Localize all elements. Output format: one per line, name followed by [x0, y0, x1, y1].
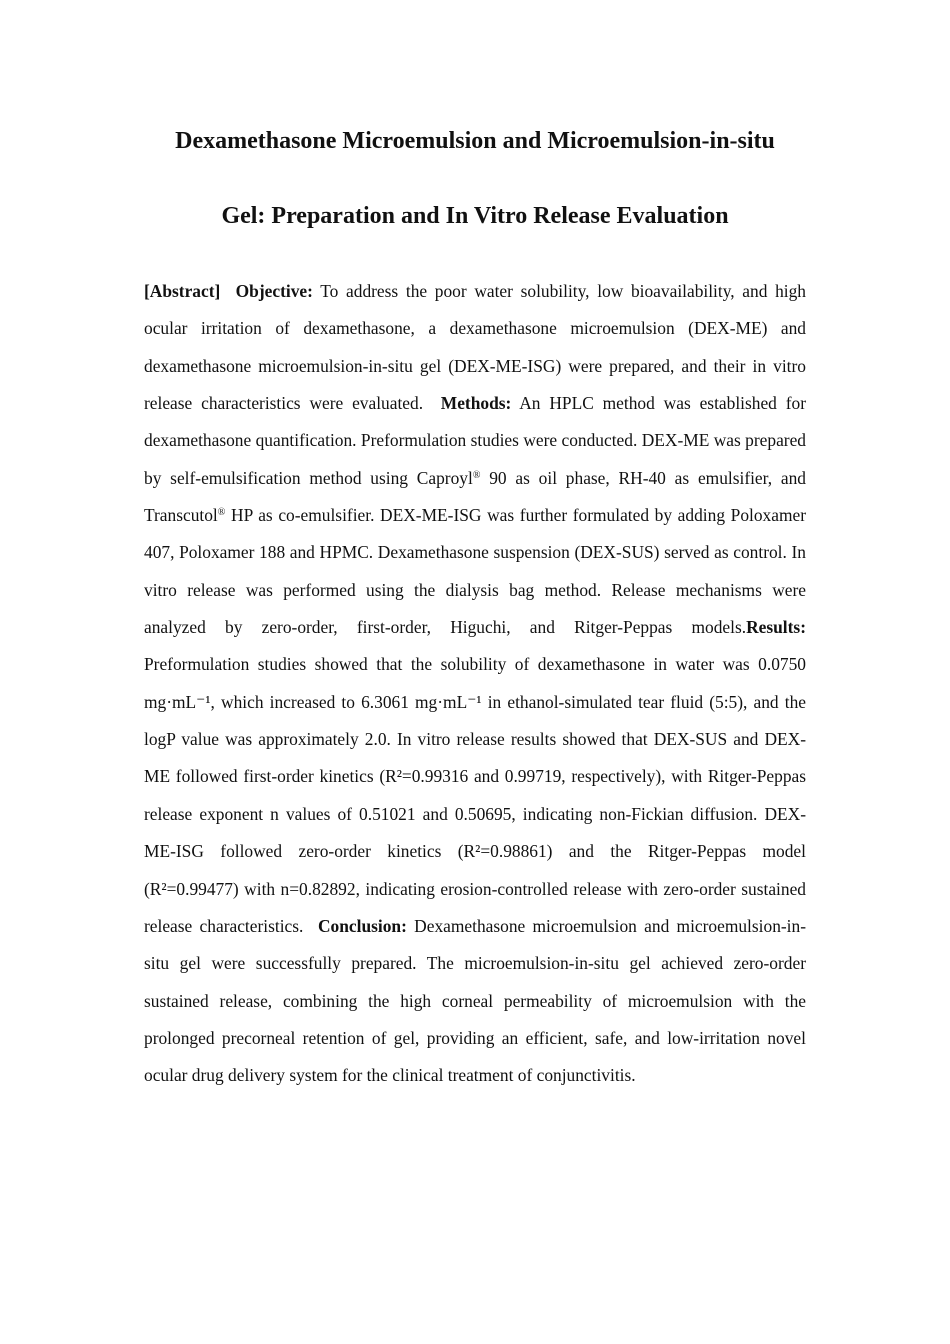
- methods-text-part-1: An HPLC method was established for dexamethasone quantification. Preformulation studies were conducted. DEX-ME was prepared by self-emulsification method using Caproyl: [144, 393, 806, 488]
- registered-trademark-mark: ®: [472, 469, 481, 481]
- methods-label: Methods:: [440, 393, 512, 414]
- results-label: Results:: [746, 617, 806, 638]
- abstract-tag: [Abstract]: [144, 281, 221, 301]
- paper-title-line-1: Dexamethasone Microemulsion and Microemulsion-in-situ: [175, 128, 775, 154]
- methods-text-part-2: 90 as oil phase, RH-40 as emulsifier, and Transcutol: [144, 467, 806, 526]
- conclusion-label: Conclusion:: [317, 915, 407, 936]
- conclusion-text: Dexamethasone microemulsion and microemulsion-in-situ gel were successfully prepared. The microemulsion-in-situ gel achieved zero-order sustained release, combining the high corneal permeability of microemulsion with the prolonged precorneal retention of gel, providing an efficient, safe, and low-irritation novel ocular drug delivery system for the clinical treatment of conjunctivitis.: [144, 915, 806, 1086]
- registered-trademark-mark: ®: [217, 507, 226, 519]
- objective-text: To address the poor water solubility, low bioavailability, and high ocular irritation of dexamethasone, a dexamethasone microemulsion (DEX-ME) and dexamethasone microemulsion-in-situ gel (DEX-ME-ISG) were prepared, and their in vitro release characteristics were evaluated.: [144, 281, 806, 414]
- methods-text-part-3: HP as co-emulsifier. DEX-ME-ISG was further formulated by adding Poloxamer 407, Poloxamer 188 and HPMC. Dexamethasone suspension (DEX-SUS) served as control. In vitro release was performed using the dialysis bag method. Release mechanisms were analyzed by zero-order, first-order, Higuchi, and Ritger-Peppas models.: [144, 505, 806, 638]
- paper-title-line-2: Gel: Preparation and In Vitro Release Evaluation: [221, 203, 729, 229]
- abstract-paragraph: [144, 273, 806, 1095]
- objective-label: Objective:: [235, 281, 313, 301]
- results-text: Preformulation studies showed that the solubility of dexamethasone in water was 0.0750 mg·mL⁻¹, which increased to 6.3061 mg·mL⁻¹ in ethanol-simulated tear fluid (5:5), and the logP value was approximately 2.0. In vitro release results showed that DEX-SUS and DEX-ME followed first-order kinetics (R²=0.99316 and 0.99719, respectively), with Ritger-Peppas release exponent n values of 0.51021 and 0.50695, indicating non-Fickian diffusion. DEX-ME-ISG followed zero-order kinetics (R²=0.98861) and the Ritger-Peppas model (R²=0.99477) with n=0.82892, indicating erosion-controlled release with zero-order sustained release characteristics.: [144, 654, 806, 936]
